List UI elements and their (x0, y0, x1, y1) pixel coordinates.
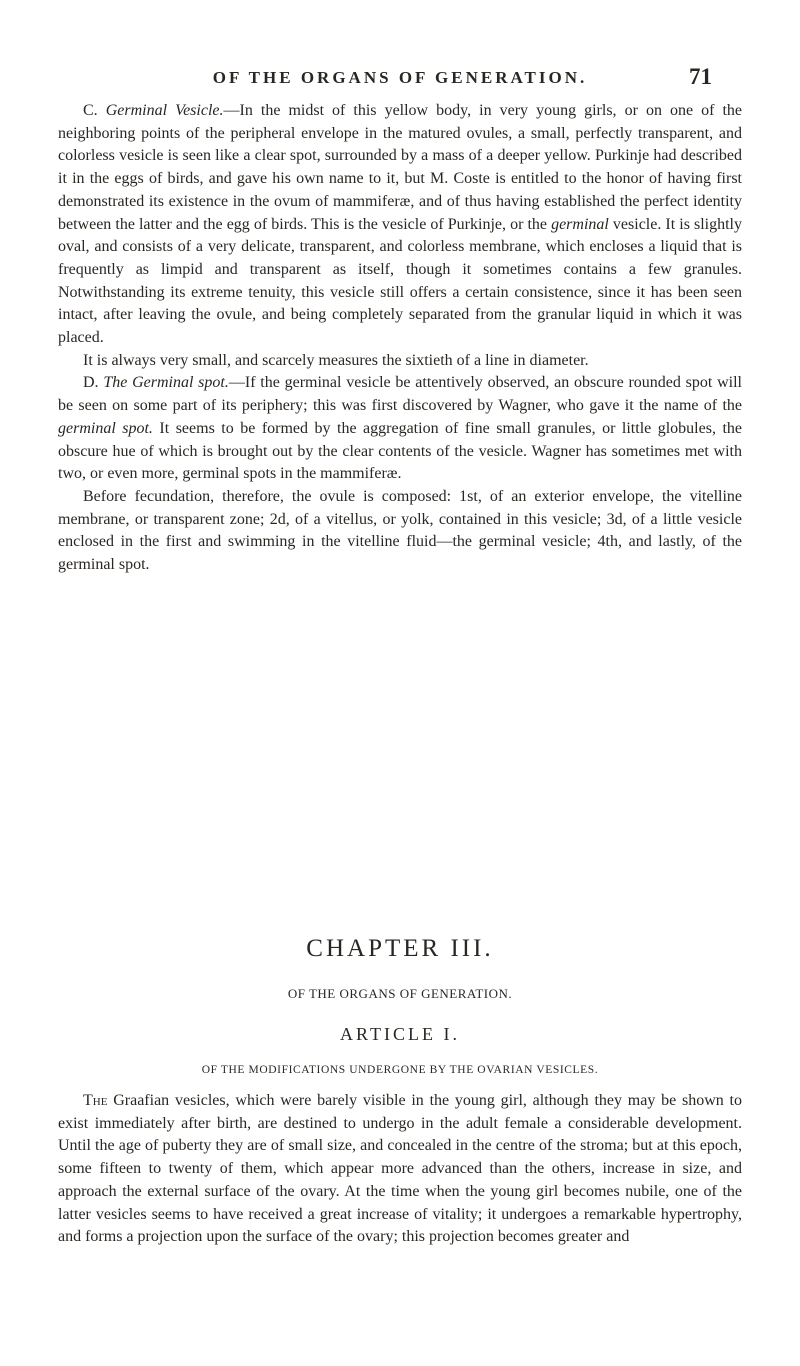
section-d-term: germinal spot. (58, 419, 153, 437)
article-subtitle: OF THE MODIFICATIONS UNDERGONE BY THE OVARIAN VESICLES. (201, 1064, 599, 1076)
article-title: ARTICLE I. (340, 1024, 460, 1044)
running-head-title: OF THE ORGANS OF GENERATION. (212, 68, 588, 87)
section-d-text-after: It seems to be formed by the aggregation of fine small granules, or little globules, the obscure hue of which is brought out by the clear contents of the vesicle. Wagner has sometimes met with two, or even more, germinal spots in the mammiferæ. (58, 419, 742, 483)
article-lead-word: The (83, 1092, 108, 1109)
running-head (0, 64, 800, 94)
text-block-lower (58, 1090, 742, 1249)
page-number: 71 (689, 64, 712, 89)
section-c-paragraph (58, 100, 742, 350)
section-d-text: —If the germinal vesicle be attentively observed, an obscure rounded spot will be seen on some part of its periphery; this was first discovered by Wagner, who gave it the name of the (58, 374, 743, 415)
section-c-term: germinal (551, 215, 609, 233)
section-d-paragraph-2: Before fecundation, therefore, the ovule is composed: 1st, of an exterior envelope, the vitelline membrane, or transparent zone; 2d, of a vitellus, or yolk, contained in this vesicle; 3d, of a little vesicle enclosed in the first and swimming in the vitelline fluid—the germinal vesicle; 4th, and lastly, of the germinal spot. (58, 487, 742, 574)
section-c-paragraph-2: It is always very small, and scarcely measures the sixtieth of a line in diameter. (83, 351, 589, 369)
section-c-text: —In the midst of this yellow body, in very young girls, or on one of the neighboring points of the peripheral envelope in the matured ovules, a small, perfectly transparent, and colorless vesicle is seen like a clear spot, surrounded by a mass of a deeper yellow. Purkinje had described it in the eggs of birds, and gave his own name to it, but M. Coste is entitled to the honor of having first demonstrated its existence in the ovum of mammiferæ, and of thus having established the perfect identity between the latter and the egg of birds. This is the vesicle of Purkinje, or the (58, 102, 743, 233)
section-c-heading: Germinal Vesicle. (105, 102, 224, 119)
section-d-paragraph (58, 372, 742, 486)
section-c-text-after: vesicle. It is slightly oval, and consists of a very delicate, transparent, and colorless membrane, which encloses a liquid that is frequently as limpid and transparent as itself, though it sometimes contains a few granules. Notwithstanding its extreme tenuity, this vesicle still offers a certain consistence, since it has been seen intact, after leaving the ovule, and being completely separated from the granular liquid in which it was placed. (58, 215, 742, 347)
section-d-label: D. (83, 374, 99, 392)
article-text: Graafian vesicles, which were barely visible in the young girl, although they may be shown to exist immediately after birth, are destined to undergo in the adult female a considerable development. Until the age of puberty they are of small size, and concealed in the centre of the stroma; but at this epoch, some fifteen to twenty of them, which appear more advanced than the others, increase in size, and approach the external surface of the ovary. At the time when the young girl becomes nubile, one of the latter vesicles seems to have received a great increase of vitality; it undergoes a remarkable hypertrophy, and forms a projection upon the surface of the ovary; this projection becomes greater and (58, 1092, 742, 1246)
chapter-title: CHAPTER III. (306, 935, 494, 962)
text-block-upper (58, 100, 742, 577)
article-paragraph (58, 1090, 742, 1249)
chapter-subtitle: OF THE ORGANS OF GENERATION. (287, 986, 513, 1001)
section-c-label: C. (83, 102, 98, 119)
section-d-heading: The Germinal spot. (103, 374, 229, 392)
